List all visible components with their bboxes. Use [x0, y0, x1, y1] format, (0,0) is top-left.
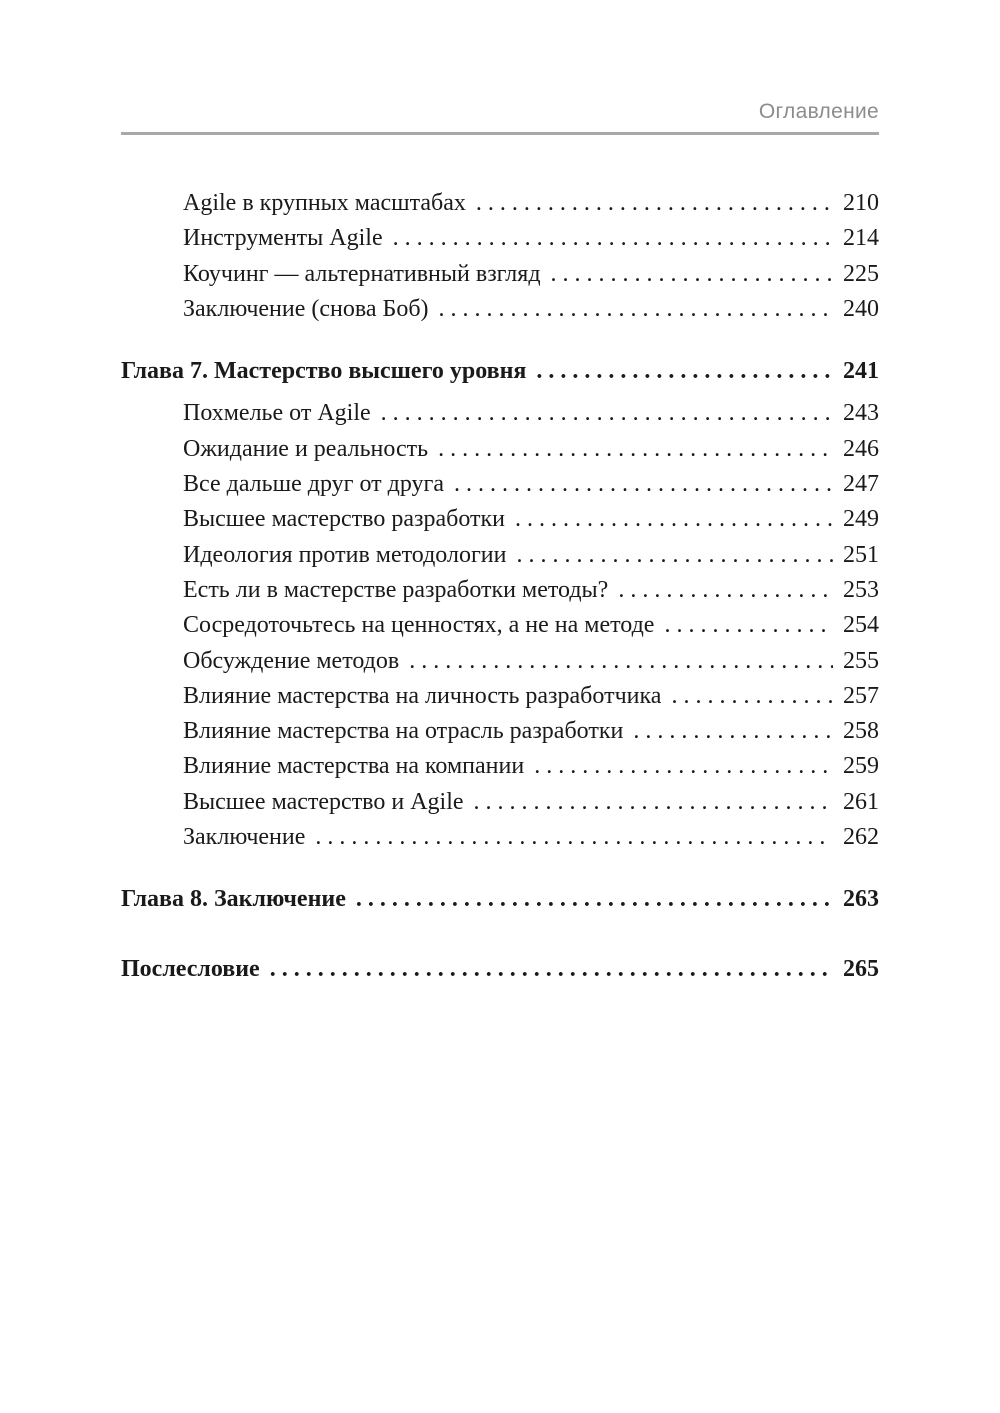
toc-chapter-title: Послесловие [121, 955, 260, 982]
dot-leader [536, 354, 833, 389]
toc-entry-title: Сосредоточьтесь на ценностях, а не на методе [183, 612, 655, 639]
toc-entry[interactable] [121, 432, 879, 467]
toc-entry[interactable] [121, 785, 879, 820]
dot-leader [474, 785, 833, 820]
toc-entry-title: Обсуждение методов [183, 647, 400, 674]
toc-entry[interactable] [121, 257, 879, 292]
toc-entry-title: Высшее мастерство разработки [183, 506, 506, 533]
toc-entry-title: Влияние мастерства на личность разработчика [183, 682, 662, 709]
toc-entry-page: 253 [843, 576, 879, 603]
toc-entry-title: Коучинг — альтернативный взгляд [183, 260, 541, 287]
toc-entry-title: Идеология против методологии [183, 541, 507, 568]
toc-entry[interactable] [121, 679, 879, 714]
toc-entry-page: 254 [843, 612, 879, 639]
dot-leader [409, 644, 833, 679]
toc-entry-page: 251 [843, 541, 879, 568]
toc-entry-page: 214 [843, 225, 879, 252]
toc-entry-page: 257 [843, 682, 879, 709]
dot-leader [439, 292, 833, 327]
dot-leader [315, 820, 833, 855]
toc-entry-title: Agile в крупных масштабах [183, 190, 466, 216]
dot-leader [515, 502, 833, 537]
toc-entry-page: 249 [843, 506, 879, 533]
toc-entry-page: 210 [843, 190, 879, 216]
toc-entry-title: Высшее мастерство и Agile [183, 788, 464, 815]
toc-entry-title: Есть ли в мастерстве разработки методы? [183, 576, 609, 603]
toc-chapter-8[interactable] [121, 882, 879, 917]
table-of-contents [121, 186, 879, 987]
toc-entry-page: 246 [843, 435, 879, 462]
toc-entry-title: Похмелье от Agile [183, 400, 371, 427]
toc-chapter-title: Глава 7. Мастерство высшего уровня [121, 358, 527, 385]
toc-entry-title: Заключение (снова Боб) [183, 295, 429, 322]
spacer [121, 389, 879, 396]
toc-entry-page: 262 [843, 824, 879, 851]
toc-entry[interactable] [121, 608, 879, 643]
toc-entry[interactable] [121, 749, 879, 784]
dot-leader [633, 714, 833, 749]
toc-entry-title: Влияние мастерства на отрасль разработки [183, 718, 624, 745]
dot-leader [551, 257, 833, 292]
toc-entry-title: Инструменты Agile [183, 225, 383, 252]
toc-entry[interactable] [121, 538, 879, 573]
dot-leader [671, 679, 833, 714]
dot-leader [393, 221, 833, 256]
dot-leader [381, 396, 833, 431]
running-header: Оглавление [758, 100, 879, 123]
toc-entry[interactable] [121, 396, 879, 431]
toc-entry[interactable] [121, 820, 879, 855]
dot-leader [534, 749, 833, 784]
dot-leader [270, 952, 833, 987]
dot-leader [476, 186, 833, 221]
toc-entry[interactable] [121, 221, 879, 256]
toc-entry[interactable] [121, 186, 879, 221]
toc-entry-page: 259 [843, 753, 879, 780]
toc-entry-page: 225 [843, 260, 879, 287]
toc-chapter-title: Глава 8. Заключение [121, 886, 346, 913]
dot-leader [356, 882, 833, 917]
toc-entry-title: Заключение [183, 824, 306, 851]
spacer [121, 327, 879, 354]
toc-entry[interactable] [121, 467, 879, 502]
toc-entry-page: 255 [843, 647, 879, 674]
header-rule [121, 132, 879, 135]
spacer [121, 855, 879, 882]
toc-entry-page: 258 [843, 718, 879, 745]
toc-entry[interactable] [121, 714, 879, 749]
toc-entry-page: 243 [843, 400, 879, 427]
toc-chapter-page: 241 [843, 358, 879, 385]
toc-entry[interactable] [121, 502, 879, 537]
toc-chapter-7[interactable] [121, 354, 879, 389]
toc-entry[interactable] [121, 573, 879, 608]
spacer [121, 918, 879, 952]
toc-entry-title: Ожидание и реальность [183, 435, 429, 462]
toc-chapter-page: 263 [843, 886, 879, 913]
dot-leader [664, 608, 833, 643]
toc-entry-title: Влияние мастерства на компании [183, 753, 525, 780]
dot-leader [438, 432, 833, 467]
toc-entry[interactable] [121, 644, 879, 679]
toc-afterword[interactable] [121, 952, 879, 987]
toc-entry-page: 261 [843, 788, 879, 815]
toc-entry-page: 247 [843, 471, 879, 498]
dot-leader [517, 538, 834, 573]
toc-chapter-page: 265 [843, 955, 879, 982]
dot-leader [454, 467, 833, 502]
toc-entry[interactable] [121, 292, 879, 327]
toc-entry-title: Все дальше друг от друга [183, 471, 445, 498]
dot-leader [618, 573, 833, 608]
toc-entry-page: 240 [843, 295, 879, 322]
